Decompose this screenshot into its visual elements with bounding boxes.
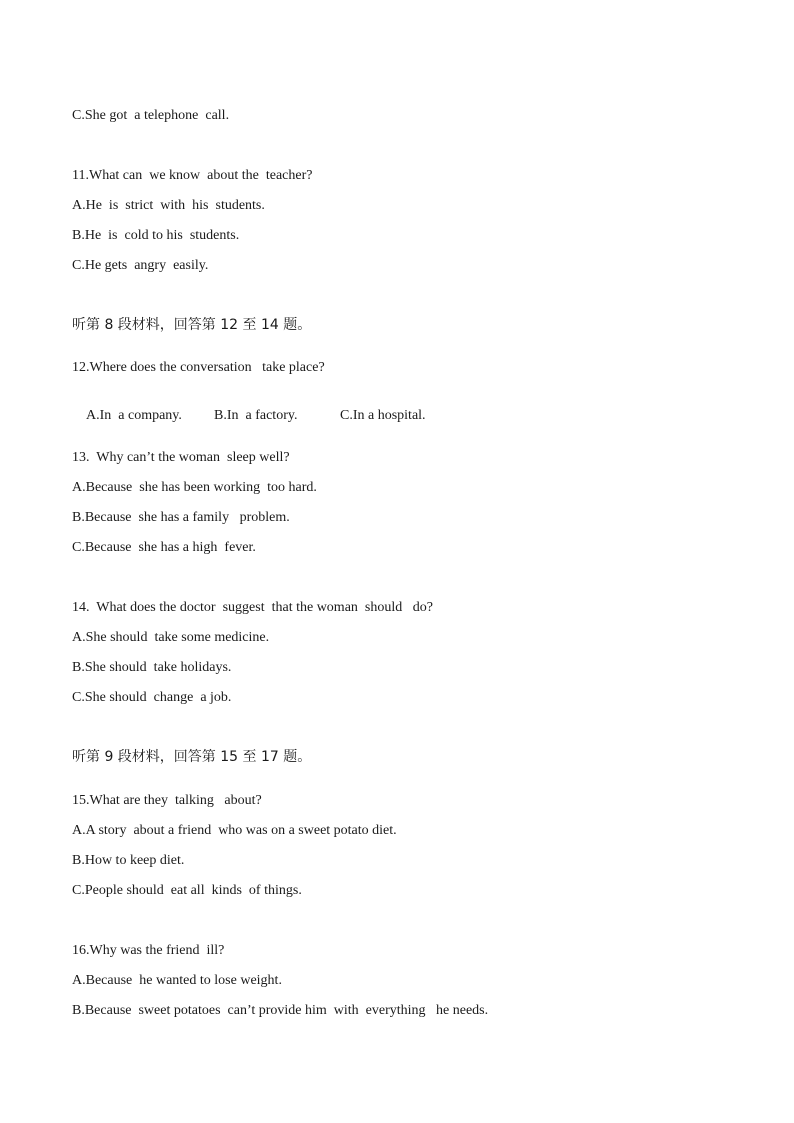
question-15-option-a: A.A story about a friend who was on a sweet potato diet.	[72, 823, 397, 838]
question-13-text: 13. Why can’t the woman sleep well?	[72, 450, 290, 465]
question-11-text: 11.What can we know about the teacher?	[72, 168, 313, 183]
section-8-heading: 听第 8 段材料，回答第 12 至 14 题。	[72, 317, 312, 333]
question-16-text: 16.Why was the friend ill?	[72, 943, 225, 958]
question-16-option-b: B.Because sweet potatoes can’t provide him with everything he needs.	[72, 1003, 489, 1018]
question-12-text: 12.Where does the conversation take place?	[72, 360, 325, 375]
question-13-option-a: A.Because she has been working too hard.	[72, 480, 317, 495]
question-11-option-c: C.He gets angry easily.	[72, 258, 209, 273]
question-11-option-a: A.He is strict with his students.	[72, 198, 265, 213]
question-16-option-a: A.Because he wanted to lose weight.	[72, 973, 282, 988]
question-10-option-c: C.She got a telephone call.	[72, 108, 230, 123]
question-15-text: 15.What are they talking about?	[72, 793, 262, 808]
question-14-option-b: B.She should take holidays.	[72, 660, 232, 675]
question-15-option-c: C.People should eat all kinds of things.	[72, 883, 302, 898]
question-11-option-b: B.He is cold to his students.	[72, 228, 240, 243]
question-14-option-c: C.She should change a job.	[72, 690, 232, 705]
question-12-option-a: A.In a company.	[86, 408, 182, 423]
question-13-option-c: C.Because she has a high fever.	[72, 540, 256, 555]
question-12-option-c: C.In a hospital.	[340, 408, 426, 423]
question-13-option-b: B.Because she has a family problem.	[72, 510, 290, 525]
section-9-heading: 听第 9 段材料，回答第 15 至 17 题。	[72, 749, 312, 765]
question-12-options	[72, 389, 426, 443]
question-12-option-b: B.In a factory.	[214, 408, 298, 423]
question-15-option-b: B.How to keep diet.	[72, 853, 185, 868]
question-14-option-a: A.She should take some medicine.	[72, 630, 270, 645]
question-14-text: 14. What does the doctor suggest that the woman should do?	[72, 600, 433, 615]
